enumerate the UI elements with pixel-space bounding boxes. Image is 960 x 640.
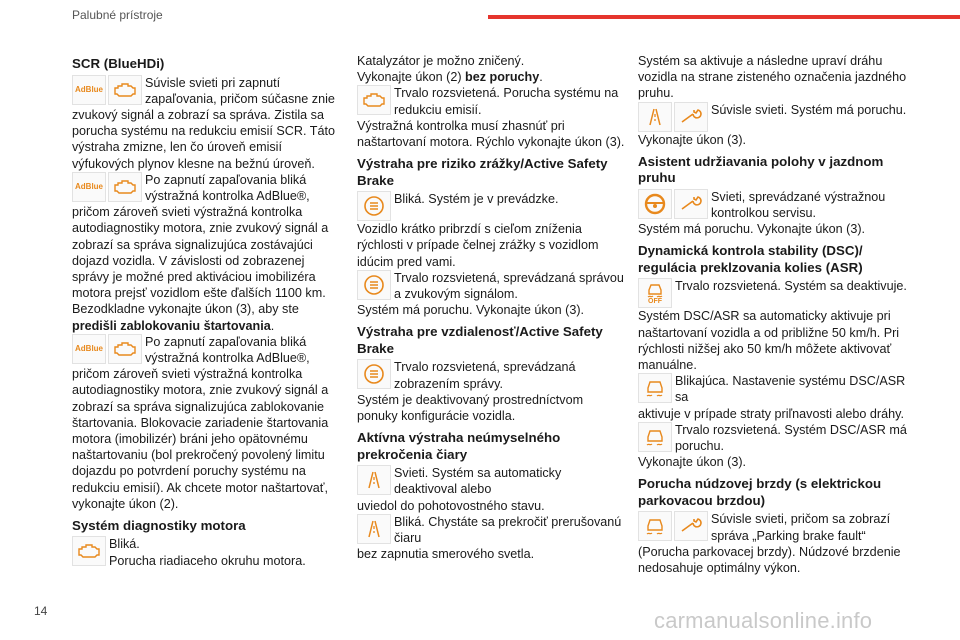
asb-text-2: Systém má poruchu. Vykonajte úkon (3).: [357, 303, 585, 318]
section-title-dsc: Dynamická kontrola stability (DSC)/ regulácia preklzovania kolies (ASR): [638, 243, 863, 275]
dsc-block-3: [638, 422, 908, 454]
column-1: [72, 53, 342, 569]
lane-fault-side: Súvisle svieti. Systém má poruchu.: [711, 102, 907, 117]
scr-block-3-text: pričom zároveň svieti výstražná kontrolka autodiagnostiky motora, znie zvukový signál a zobrazí sa správa signalizujúca zablokovanie štartovania. Blokovacie zariadenie štartovania motora (imobilizér) bráni jeho opätovnému naštartovaniu (bol prekročený povolený limitu dojazdu po potvrdení poruchy systému na redukciu emisií). Ak chcete motor naštartovať, vykonajte úkon (2).: [72, 367, 329, 511]
lane-text-1: uviedol do pohotovostného stavu.: [357, 498, 545, 513]
section-title-lane: Aktívna výstraha neúmyselného prekročenia čiary: [357, 430, 561, 462]
dsc-text-3: Vykonajte úkon (3).: [638, 455, 747, 470]
wrench-icon: [674, 102, 708, 132]
lane-fault-block: [638, 102, 908, 132]
skidding-car-icon: [638, 511, 672, 541]
collision-warning-icon: [357, 270, 391, 300]
diag-side-2: Porucha riadiaceho okruhu motora.: [109, 553, 306, 568]
ebrake-text: (Porucha parkovacej brzdy). Núdzové brzdenie nedosahuje optimálny výkon.: [638, 544, 901, 576]
watermark: carmanualsonline.info: [654, 608, 873, 633]
lka-block: [638, 189, 908, 221]
emission-text: Výstražná kontrolka musí zhasnúť pri naštartovaní motora. Rýchlo vykonajte úkon (3).: [357, 118, 625, 150]
dsc-side-1: Trvalo rozsvietená. Systém sa deaktivuje.: [675, 279, 907, 294]
scr-block-2: [72, 172, 342, 204]
column-2: [357, 53, 627, 562]
scr-block-3: [72, 334, 342, 366]
collision-warning-icon: [357, 359, 391, 389]
dsc-block-2: [638, 373, 908, 405]
emission-block: [357, 85, 627, 117]
lane-departure-icon: [638, 102, 672, 132]
lka-side: Svieti, sprevádzané výstražnou kontrolkou servisu.: [711, 189, 886, 221]
asb-block-2: [357, 270, 627, 302]
lane-side-2: Bliká. Chystáte sa prekročiť prerušovanú čiaru: [394, 514, 622, 546]
dsc-side-3: Trvalo rozsvietená. Systém DSC/ASR má poruchu.: [675, 422, 907, 454]
dist-block: [357, 359, 627, 391]
section-title-emergency-brake: Porucha núdzovej brzdy (s elektrickou parkovacou brzdou): [638, 476, 882, 508]
steering-wheel-icon: [638, 189, 672, 219]
scr-block-2-side: Po zapnutí zapaľovania bliká výstražná kontrolka AdBlue®,: [145, 172, 310, 203]
section-title-distance: Výstraha pre vzdialenosť/Active Safety Brake: [357, 324, 603, 356]
asb-block-1: [357, 191, 627, 221]
dsc-off-icon: [638, 278, 672, 308]
scr-block-1-side: Súvisle svieti pri zapnutí zapaľovania, pričom súčasne znie: [145, 75, 335, 106]
section-title-lane-keeping: Asistent udržiavania polohy v jazdnom pruhu: [638, 153, 884, 186]
dist-side: Trvalo rozsvietená, sprevádzaná zobrazením správy.: [394, 360, 576, 391]
section-title-collision: Výstraha pre riziko zrážky/Active Safety Brake: [357, 156, 608, 188]
dsc-off-label: OFF: [648, 297, 662, 305]
lka-text: Systém má poruchu. Vykonajte úkon (3).: [638, 222, 866, 237]
asb-side-1: Bliká. Systém je v prevádzke.: [394, 192, 559, 207]
adblue-icon: AdBlue: [72, 75, 106, 105]
engine-icon: [108, 334, 142, 364]
lane-departure-icon: [357, 465, 391, 495]
ebrake-block: [638, 511, 908, 543]
lane-text-2: bez zapnutia smerového svetla.: [357, 547, 535, 562]
adblue-icon: AdBlue: [72, 334, 106, 364]
section-title-diagnostics: Systém diagnostiky motora: [72, 517, 246, 533]
lane-departure-icon: [357, 514, 391, 544]
col2-intro-2: Vykonajte úkon (2) bez poruchy.: [357, 70, 543, 85]
ebrake-side: Súvisle svieti, pričom sa zobrazí správa „Parking brake fault“: [711, 512, 891, 543]
dsc-text-2: aktivuje v prípade straty priľnavosti alebo dráhy.: [638, 406, 904, 421]
dsc-side-2: Blikajúca. Nastavenie systému DSC/ASR sa: [675, 374, 906, 405]
lane-fault-text: Vykonajte úkon (3).: [638, 132, 747, 147]
engine-icon: [72, 536, 106, 566]
dsc-text-1: Systém DSC/ASR sa automaticky aktivuje pri naštartovaní vozidla a od približne 50 km/h. Pri rýchlosti nižšej ako 50 km/h môžete aktivovať manuálne.: [638, 309, 900, 373]
section-title-scr: SCR (BlueHDi): [72, 56, 165, 71]
scr-block-2-action: Bezodkladne vykonajte úkon (3), aby ste predišli zablokovaniu štartovania.: [72, 302, 299, 333]
engine-icon: [108, 75, 142, 105]
dsc-block-1: [638, 278, 908, 308]
lane-block-1: [357, 465, 627, 497]
scr-block-2-text: pričom zároveň svieti výstražná kontrolka autodiagnostiky motora, znie zvukový signál a zobrazí sa správa signalizujúca zostávajúci dojazd vozidla. V závislosti od zobrazenej správy je možné pred aktiváciou imobilizéra motora prejsť vozidlom ešte ďalších 1100 km.: [72, 205, 329, 301]
column-3: [638, 53, 908, 576]
diag-block: [72, 536, 342, 568]
page-number: 14: [34, 604, 48, 618]
engine-icon: [357, 85, 391, 115]
running-header: Palubné prístroje: [72, 8, 163, 22]
header-accent-bar: [488, 15, 960, 19]
emission-side: Trvalo rozsvietená. Porucha systému na redukciu emisií.: [394, 86, 619, 117]
col3-intro: Systém sa aktivuje a následne upraví dráhu vozidla na strane zisteného označenia jazdného pruhu.: [638, 54, 907, 101]
engine-icon: [108, 172, 142, 202]
skidding-car-icon: [638, 373, 672, 403]
dist-text: Systém je deaktivovaný prostredníctvom ponuky konfigurácie vozidla.: [357, 392, 584, 424]
scr-block-3-side: Po zapnutí zapaľovania bliká výstražná kontrolka AdBlue®,: [145, 334, 310, 365]
skidding-car-icon: [638, 422, 672, 452]
asb-side-2: Trvalo rozsvietená, sprevádzaná správou a zvukovým signálom.: [394, 270, 624, 302]
lane-block-2: [357, 514, 627, 546]
asb-text-1: Vozidlo krátko pribrzdí s cieľom zníženia rýchlosti v prípade čelnej zrážky s vozidlom idúcim pred vami.: [357, 222, 599, 269]
diag-side-1: Bliká.: [109, 537, 140, 552]
adblue-icon: AdBlue: [72, 172, 106, 202]
collision-warning-icon: [357, 191, 391, 221]
wrench-icon: [674, 511, 708, 541]
scr-block-1: [72, 75, 342, 107]
scr-block-1-text: zvukový signál a zobrazí sa správa. Zistila sa porucha systému na redukciu emisií SCR. Táto výstraha zmizne, len čo úroveň emisií výfukových plynov klesne na bežnú úroveň.: [72, 107, 335, 171]
col2-intro-1: Katalyzátor je možno zničený.: [357, 54, 525, 68]
lane-side-1: Svieti. Systém sa automaticky deaktivoval alebo: [394, 466, 562, 497]
wrench-icon: [674, 189, 708, 219]
